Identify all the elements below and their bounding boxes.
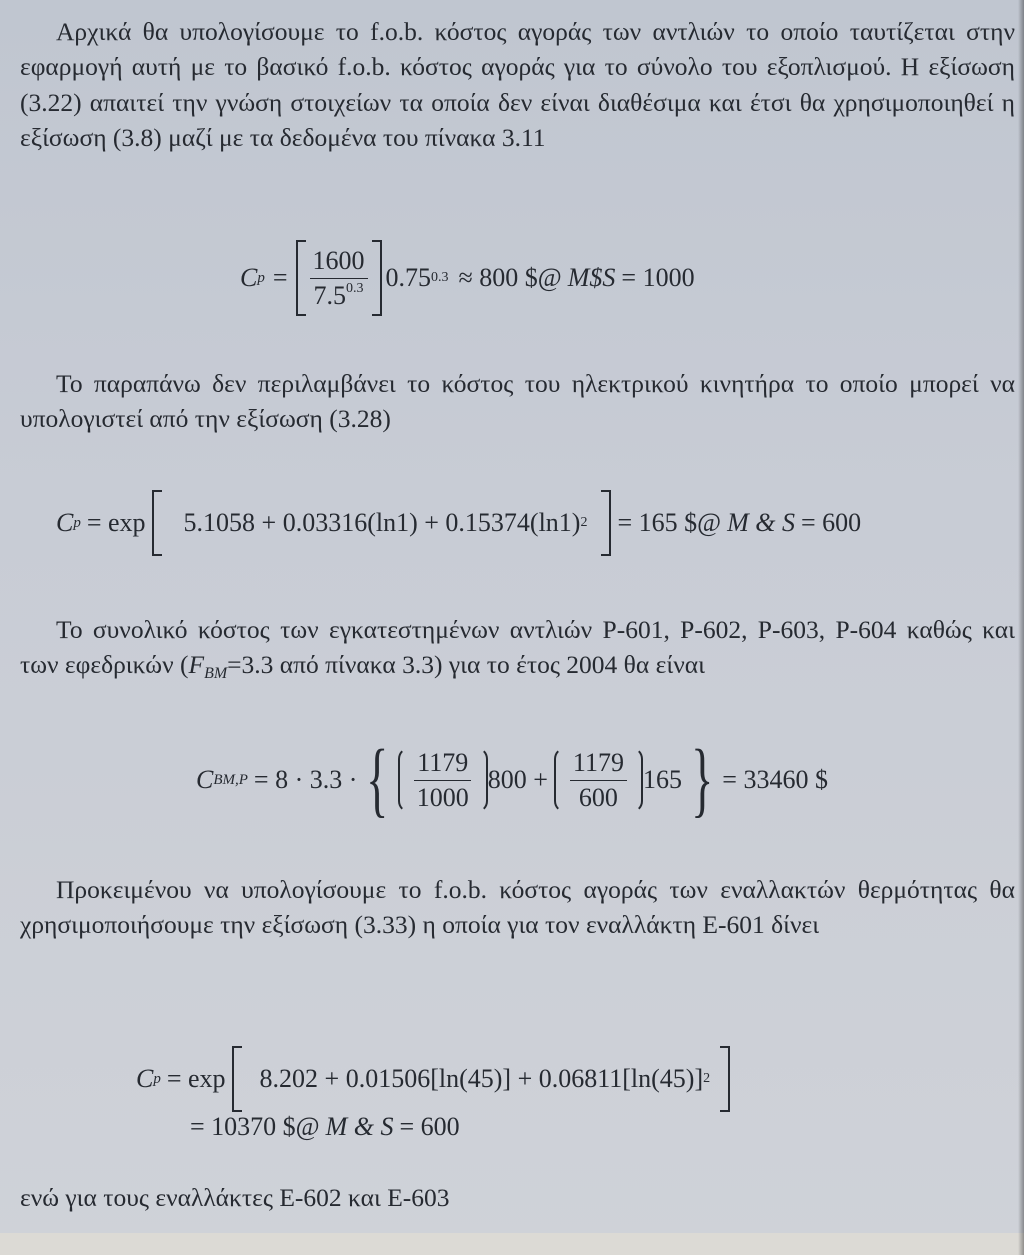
p3-text-a: Το συνολικό κόστος των εγκατεστημένων αντλιών P-601, P-602, P-603, P-604 καθώς και των εφεδρικών ( [20,615,1015,680]
eq4-func: = exp [166,1064,226,1093]
eq1-fraction [310,246,368,311]
eq3-paren2-right [631,747,643,813]
paragraph-installed-pumps [20,612,1015,692]
page-edge-shadow [1018,0,1024,1255]
eq3-brace-right: } [691,733,714,826]
eq4-body: 8.202 + 0.01506[ln(45)] + 0.06811[ln(45)] [259,1064,704,1093]
eq1-rhs-var: M$S [567,263,616,292]
eq2-bracket-left [152,490,162,556]
eq1-factor: 0.75 [385,263,432,292]
eq4-lhs-sub: p [153,1070,161,1087]
eq4-bracket-right [720,1046,730,1112]
paragraph-other-exchangers: ενώ για τους εναλλάκτες E-602 και E-603 [20,1183,450,1212]
eq3-paren1-left [398,747,410,813]
eq3-brace-left: { [366,733,389,826]
eq1-rhs: ≈ 800 $@ [458,263,562,292]
eq4-body-exp: 2 [703,1071,711,1086]
eq3-fraction1 [414,748,472,813]
eq1-den-exp: 0.3 [346,280,364,296]
eq4-line2: = 10370 $@ [190,1112,320,1141]
eq3-lhs: C [196,765,214,794]
p3-fbm: F [188,650,205,680]
eq2-rhs-var: M & S [727,508,795,537]
eq3-frac2-num: 1179 [570,748,627,781]
eq3-frac2-den: 600 [578,782,618,812]
eq1-rhs-end: = 1000 [621,263,695,292]
equation-pump-cost: C p = $\frac{1600}{7.5^{0.3}}$ 0.75 0.3 ≈ 800 $@ M$S = 1000 [240,240,695,316]
eq2-rhs-end: = 600 [800,508,862,537]
eq4-bracket-left [232,1046,242,1112]
p3-fbm-sub: BM [204,665,228,683]
eq4-lhs: C [136,1064,154,1093]
eq2-body-exp: 2 [580,515,588,530]
equation-motor-cost [56,490,861,556]
eq3-paren1-right [476,747,488,813]
equation-bare-module-cost [196,733,828,826]
eq2-func: = exp [86,508,146,537]
eq1-numerator: 1600 [310,246,368,279]
equation-exchanger-result [190,1112,460,1142]
eq3-lhs-sub: BM,P [213,771,248,788]
equation-exchanger-cost [136,1046,730,1112]
paragraph-motor: Το παραπάνω δεν περιλαμβάνει το κόστος του ηλεκτρικού κινητήρα το οποίο μπορεί να υπολογιστεί από την εξίσωση (3.28) [20,369,1015,434]
page-bottom-margin [0,1233,1024,1255]
eq3-frac1-den: 1000 [416,782,469,812]
eq1-bracket-right [372,240,382,316]
eq2-rhs: = 165 $@ [617,508,722,537]
eq3-frac1-num: 1179 [414,748,471,781]
eq1-factor-exp: 0.3 [431,270,449,285]
eq1-lhs-sub: p [257,269,265,286]
eq1-denominator: 7.5 [313,280,347,310]
eq4-line2-end: = 600 [399,1112,460,1141]
eq1-lhs: C [240,263,258,292]
eq2-body: 5.1058 + 0.03316(ln1) + 0.15374(ln1) [183,508,581,537]
eq4-line2-var: M & S [325,1112,394,1141]
eq1-bracket-left [296,240,306,316]
eq2-lhs: C [56,508,74,537]
paragraph-heat-exchangers: Προκειμένου να υπολογίσουμε το f.o.b. κόστος αγοράς των εναλλακτών θερμότητας θα χρησιμοποιήσουμε την εξίσωση (3.33) η οποία για τον εναλλάκτη E-601 δίνει [20,875,1015,940]
eq3-fraction2 [570,748,627,813]
eq2-lhs-sub: p [73,514,81,531]
paragraph-intro: Αρχικά θα υπολογίσουμε το f.o.b. κόστος αγοράς των αντλιών το οποίο ταυτίζεται στην εφαρμογή αυτή με το βασικό f.o.b. κόστος αγοράς για το σύνολο του εξοπλισμού. Η εξίσωση (3.22) απαιτεί την γνώση στοιχείων τα οποία δεν είναι διαθέσιμα και έτσι θα χρησιμοποιηθεί η εξίσωση (3.8) μαζί με τα δεδομένα του πίνακα 3.11 [20,17,1015,153]
eq3-pre: = 8 · 3.3 · [253,765,358,794]
eq3-mult2: 165 [642,765,682,794]
eq3-paren2-left [554,747,566,813]
eq3-rhs: = 33460 $ [722,765,828,794]
eq2-bracket-right [601,490,611,556]
p3-text-b: =3.3 από πίνακα 3.3) για το έτος 2004 θα είναι [227,650,705,680]
eq3-mult1: 800 + [487,765,548,794]
